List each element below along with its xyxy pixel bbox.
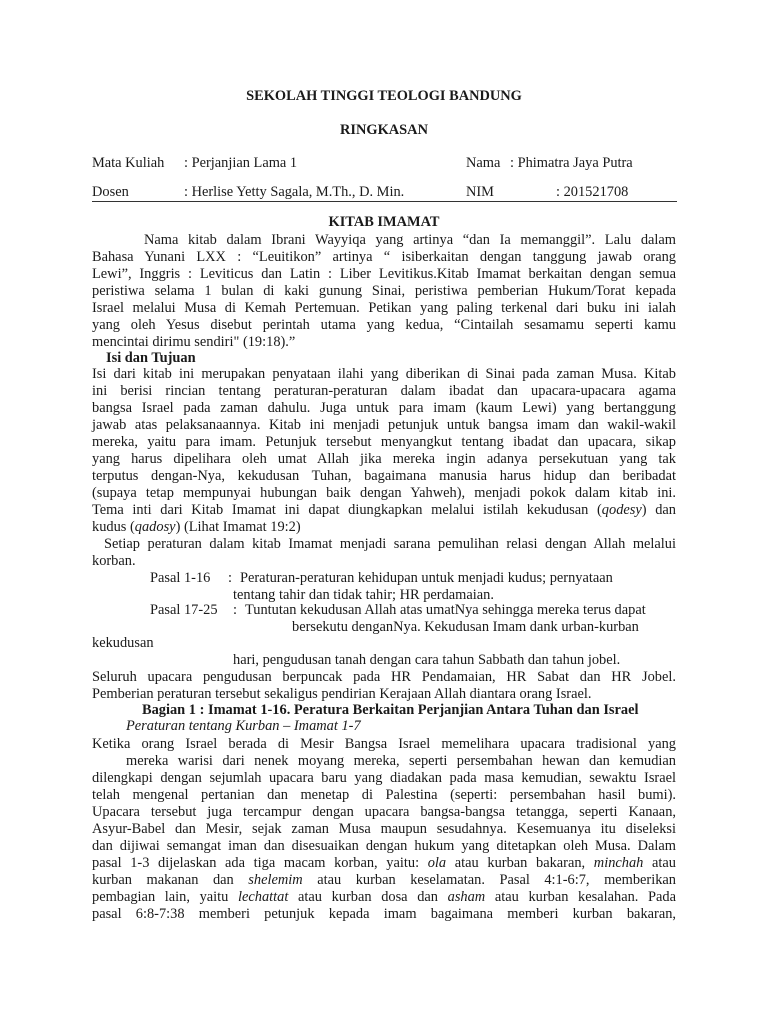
pasal-text: bersekutu denganNya. Kekudusan Imam dank urban-kurban (292, 619, 639, 635)
bagian-heading: Bagian 1 : Imamat 1-16. Peratura Berkaitan Perjanjian Antara Tuhan dan Israel (142, 702, 639, 718)
course-value: : Perjanjian Lama 1 (184, 155, 298, 171)
section1-line: mereka, yaitu para imam. Petunjuk tersebut menyangkut tentang ibadat dan upacara, sikap (92, 434, 676, 450)
pasal-text: Tuntutan kekudusan Allah atas umatNya sehingga mereka terus dapat (245, 602, 646, 618)
korban-line: pembagian lain, yaitu lechattat atau kurban dosa dan asham atau kurban kesalahan. Pada (92, 889, 676, 905)
document-title: KITAB IMAMAT (328, 214, 440, 230)
seluruh-line: Pemberian peraturan tersebut sekaligus pendirian Kerajaan Allah diantara orang Israel. (92, 686, 592, 702)
bagian-line: pasal 6:8-7:38 memberi petunjuk kepada imam bagaimana memberi kurban bakaran, (92, 906, 676, 922)
lecturer-value: : Herlise Yetty Sagala, M.Th., D. Min. (184, 184, 405, 200)
bagian-line: dilengkapi dengan sejumlah upacara baru yang diadakan pada masa kemudian, sewaktu Israel (92, 770, 676, 786)
name-value: : Phimatra Jaya Putra (510, 155, 633, 171)
seluruh-line: Seluruh upacara pengudusan berpuncak pada HR Pendamaian, HR Sabat dan HR Jobel. (92, 669, 676, 685)
name-label: Nama (466, 155, 501, 171)
tema-line: Tema inti dari Kitab Imamat ini dapat diungkapkan melalui istilah kekudusan (qodesy) dan (92, 502, 676, 518)
course-label: Mata Kuliah (92, 155, 165, 171)
bagian-line: Ketika orang Israel berada di Mesir Bangsa Israel memelihara upacara tradisional yang (92, 736, 676, 752)
section1-line: Isi dari kitab ini merupakan penyataan ilahi yang diberikan di Sinai pada zaman Musa. Kitab (92, 366, 676, 382)
document-type: RINGKASAN (340, 122, 428, 138)
pasal-text: hari, pengudusan tanah dengan cara tahun Sabbath dan tahun jobel. (233, 652, 621, 668)
section1-line: yang harus dipelihara oleh umat Allah jika mereka ingin adanya persekutuan yang tak (92, 451, 676, 467)
intro-line: Bahasa Yunani LXX : “Leuitikon” artinya “ isiberkaitan dengan tanggung jawab orang (92, 249, 676, 265)
school-name: SEKOLAH TINGGI TEOLOGI BANDUNG (246, 88, 522, 104)
pasal-separator: : (233, 602, 237, 618)
korban-line: pasal 1-3 dijelaskan ada tiga macam korban, yaitu: ola atau kurban bakaran, minchah atau (92, 855, 676, 871)
nim-value: : 201521708 (556, 184, 629, 200)
intro-line: peristiwa selama 1 bulan di kaki gunung Sinai, peristiwa pemberian Hukum/Torat kepada (92, 283, 676, 299)
section1-line: ini berisi rincian tentang peraturan-peraturan dalam ibadat dan upacara-upacara agama (92, 383, 676, 399)
bagian-line: Upacara tersebut juga tercampur dengan upacara bangsa-bangsa tetangga, seperti Kanaan, (92, 804, 676, 820)
section1-line: terputus dengan-Nya, kekudusan Tuhan, bagaimana manusia harus hidup dan beribadat (92, 468, 676, 484)
bagian-subheading: Peraturan tentang Kurban – Imamat 1-7 (126, 718, 361, 734)
setiap-line: Setiap peraturan dalam kitab Imamat menjadi sarana pemulihan relasi dengan Allah melalui (104, 536, 676, 552)
intro-line: mencintai dirimu sendiri" (19:18).” (92, 334, 296, 350)
pasal-separator: : (228, 570, 232, 586)
bagian-line: mereka warisi dari nenek moyang mereka, seperti persembahan hewan dan kemudian (126, 753, 676, 769)
kudus-line: kudus (qadosy) (Lihat Imamat 19:2) (92, 519, 301, 535)
pasal-text: Peraturan-peraturan kehidupan untuk menjadi kudus; pernyataan (240, 570, 613, 586)
intro-line: Israel melalui Musa di Kemah Pertemuan. Petikan yang paling terkenal dari buku ini ialah (92, 300, 676, 316)
pasal-text: tentang tahir dan tidak tahir; HR perdamaian. (233, 587, 494, 603)
intro-line: Nama kitab dalam Ibrani Wayyiqa yang artinya “dan Ia memanggil”. Lalu dalam (144, 232, 676, 248)
header-divider (92, 201, 677, 202)
bagian-line: telah mengenal pertanian dan menetap di Palestina (seperti: persembahan hasil bumi). (92, 787, 676, 803)
pasal-text: kekudusan (92, 635, 154, 651)
intro-line: Lewi”, Inggris : Leviticus dan Latin : Liber Levitikus.Kitab Imamat berkaitan dengan semua (92, 266, 676, 282)
pasal-label: Pasal 17-25 (150, 602, 218, 618)
lecturer-label: Dosen (92, 184, 129, 200)
setiap-line: korban. (92, 553, 136, 569)
nim-label: NIM (466, 184, 494, 200)
intro-line: yang oleh Yesus disebut perintah utama yang kedua, “Cintailah sesamamu seperti kamu (92, 317, 676, 333)
section-heading-isi: Isi dan Tujuan (106, 350, 196, 366)
korban-line: kurban makanan dan shelemim atau kurban keselamatan. Pasal 4:1-6:7, memberikan (92, 872, 676, 888)
section1-line: jawab atas pelaksanaannya. Kitab ini menjadi petunjuk untuk bangsa imam dan wakil-wakil (92, 417, 676, 433)
section1-line: bangsa Israel pada zaman dahulu. Juga untuk para imam (kaum Lewi) yang bertanggung (92, 400, 676, 416)
bagian-line: dan dijiwai semangat iman dan disesuaikan dengan hukum yang ditetapkan oleh Musa. Dalam (92, 838, 676, 854)
pasal-label: Pasal 1-16 (150, 570, 211, 586)
section1-line: (supaya tetap mempunyai hubungan baik dengan Yahweh), menjadi pokok dalam kitab ini. (92, 485, 676, 501)
bagian-line: Asyur-Babel dan Mesir, sejak zaman Musa maupun sesudahnya. Kesemuanya itu diseleksi (92, 821, 676, 837)
